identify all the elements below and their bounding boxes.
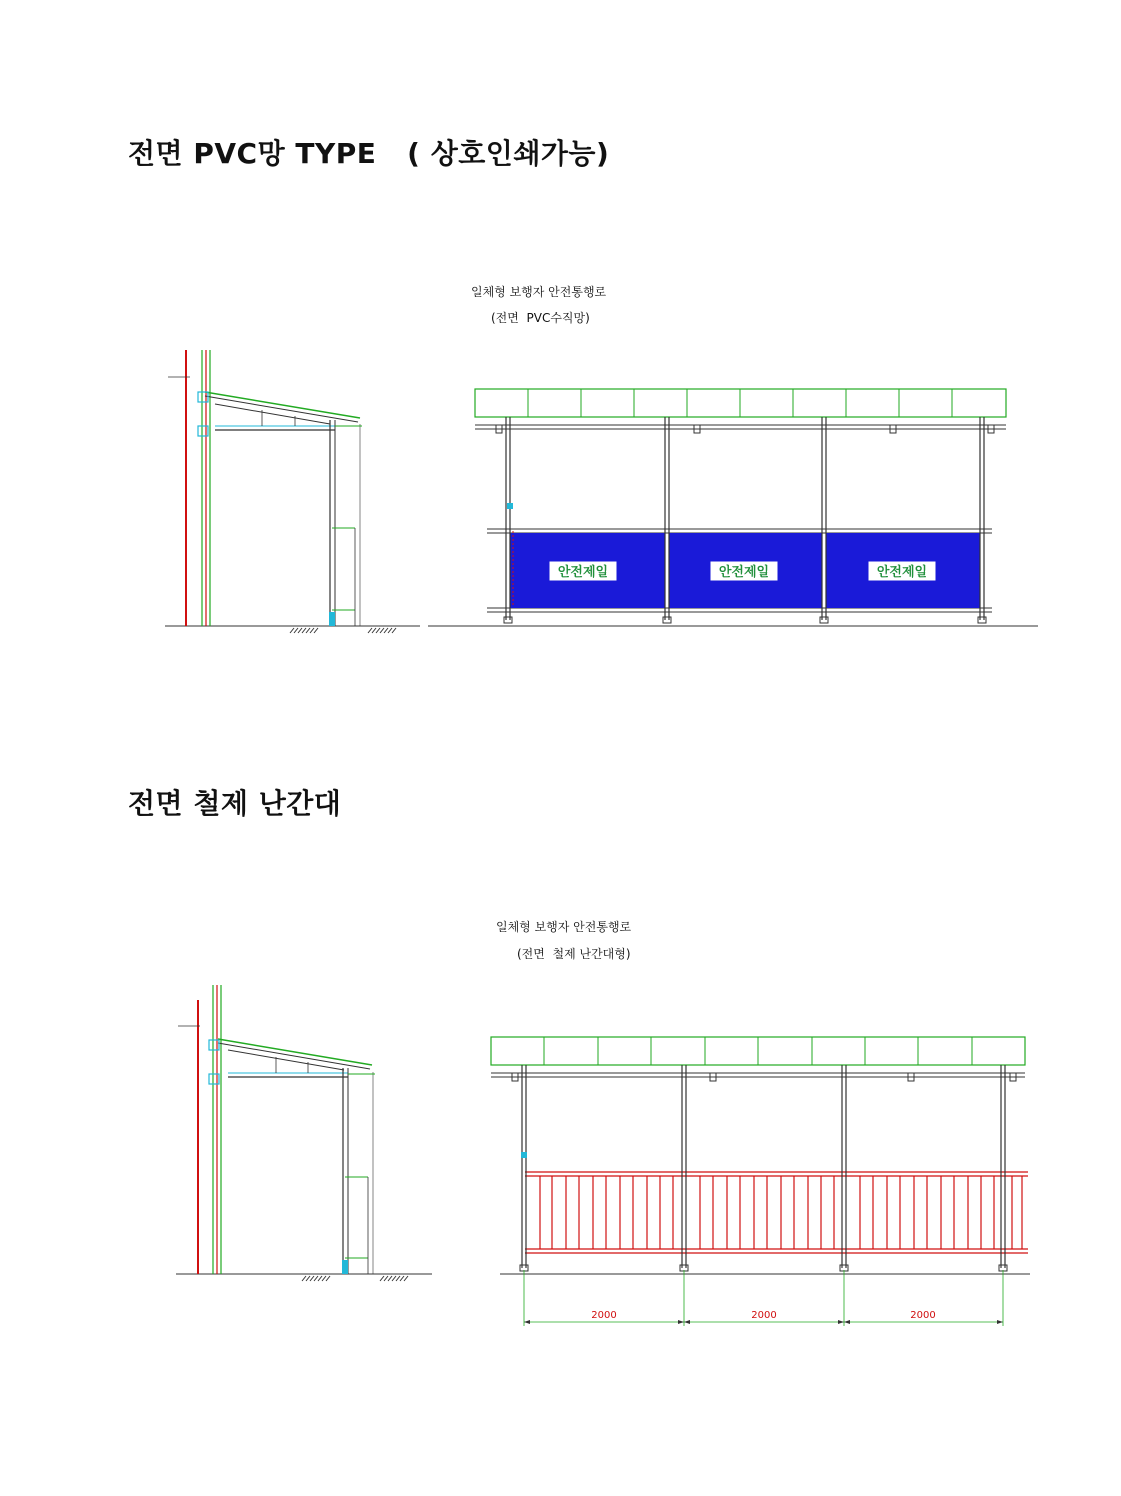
section2-caption-title: 일체형 보행자 안전통행로 — [496, 920, 632, 934]
safety-sign-text: 안전제일 — [557, 565, 609, 580]
safety-signs — [549, 561, 936, 581]
dimension-lines — [524, 1270, 1003, 1326]
section2-caption-subtitle: (전면 철제 난간대형) — [517, 947, 631, 961]
dimension-label: 2000 — [591, 1310, 617, 1321]
section2-heading: 전면 철제 난간대 — [128, 787, 342, 820]
dimension-label: 2000 — [751, 1310, 777, 1321]
section1-heading: 전면 PVC망 TYPE ( 상호인쇄가능) — [128, 137, 610, 170]
section1-front-view — [428, 389, 1038, 626]
section1-caption-subtitle: (전면 PVC수직망) — [491, 311, 590, 325]
section1-side-view — [165, 350, 420, 633]
safety-sign-text: 안전제일 — [876, 565, 928, 580]
steel-railing — [525, 1172, 1028, 1253]
section2-side-view — [176, 985, 432, 1281]
section1-caption-title: 일체형 보행자 안전통행로 — [471, 285, 607, 299]
dimension-label: 2000 — [910, 1310, 936, 1321]
section2-front-view — [491, 1037, 1030, 1326]
safety-sign-text: 안전제일 — [718, 565, 770, 580]
